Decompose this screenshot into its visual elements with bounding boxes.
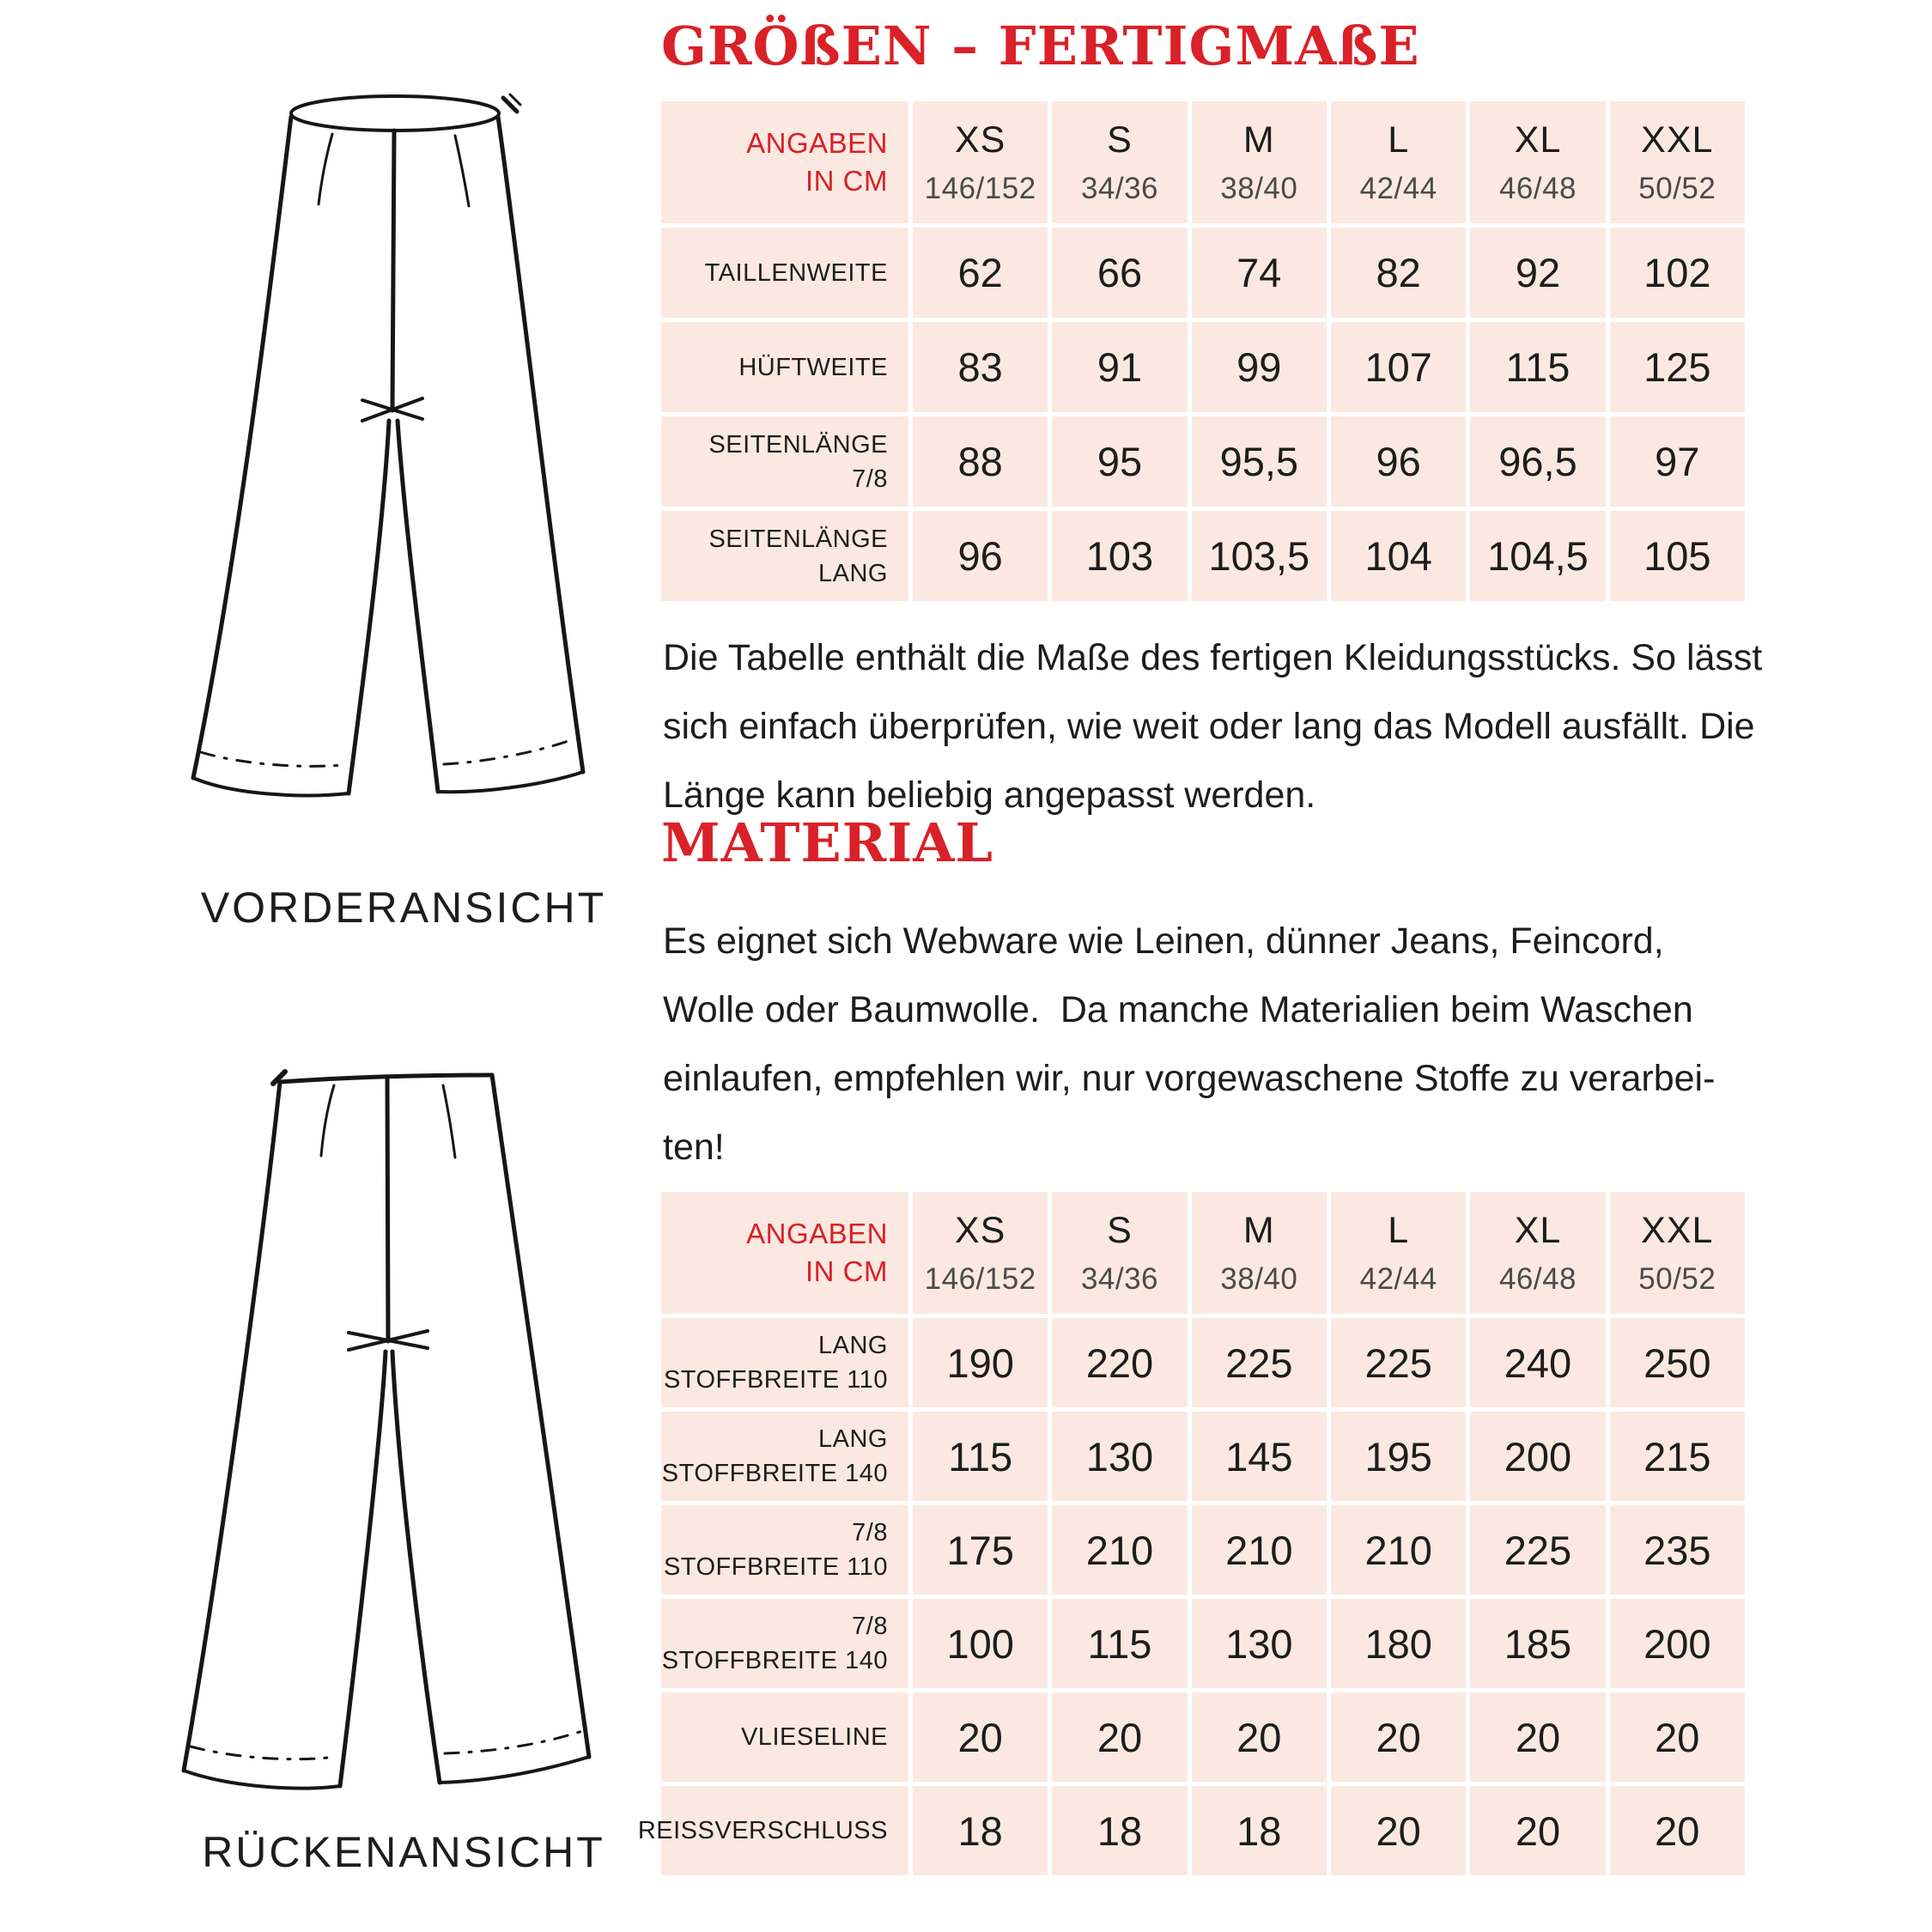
measurement-value: 115: [1052, 1599, 1187, 1688]
row-label-line: LANG: [818, 559, 888, 587]
size-name: XXL: [1641, 118, 1714, 161]
measurement-value: 18: [913, 1786, 1048, 1875]
measurement-value: 215: [1610, 1412, 1745, 1501]
table-units-label: [661, 1192, 908, 1314]
measurement-value: 95: [1052, 416, 1187, 507]
size-column-header: [1610, 1192, 1745, 1314]
size-column-header: [1052, 101, 1187, 223]
row-label-line: STOFFBREITE 140: [661, 1647, 888, 1674]
size-range: 46/48: [1498, 1261, 1577, 1296]
measurement-value: 74: [1192, 228, 1327, 318]
text-line: Es eignet sich Webware wie Leinen, dünner Jeans, Feincord,: [663, 920, 1664, 962]
size-column-header: [1470, 101, 1605, 223]
measurement-value: 20: [1331, 1692, 1466, 1782]
measurement-value: 96: [913, 511, 1048, 601]
size-range: 46/48: [1498, 171, 1577, 205]
text-line: ten!: [663, 1127, 725, 1168]
measurement-value: 20: [1192, 1692, 1327, 1782]
size-name: M: [1242, 1209, 1275, 1251]
measurement-value: 96,5: [1470, 416, 1605, 507]
text-line: Die Tabelle enthält die Maße des fertigen Kleidungsstücks. So lässt: [663, 637, 1763, 678]
measurement-value: 210: [1192, 1505, 1327, 1595]
size-column-header: [1331, 101, 1466, 223]
row-label-line: REISSVERSCHLUSS: [637, 1817, 888, 1844]
measurement-value: 20: [1470, 1692, 1605, 1782]
row-label-line: STOFFBREITE 140: [661, 1460, 888, 1487]
row-label-line: LANG: [818, 1332, 888, 1359]
size-column-header: [1192, 101, 1327, 223]
measurement-value: 200: [1610, 1599, 1745, 1688]
material-description: [663, 907, 1715, 1182]
row-label: [661, 322, 908, 412]
row-label-line: TAILLENWEITE: [704, 258, 888, 287]
measurement-value: 20: [1052, 1692, 1187, 1782]
measurement-value: 200: [1470, 1412, 1605, 1501]
measurement-value: 175: [913, 1505, 1048, 1595]
header-label-line: ANGABEN: [746, 127, 888, 159]
size-range: 50/52: [1638, 171, 1716, 205]
row-label: [637, 1786, 908, 1875]
size-column-header: [1052, 1192, 1187, 1314]
measurement-value: 96: [1331, 416, 1466, 507]
text-line: Wolle oder Baumwolle. Da manche Materialien beim Waschen: [663, 989, 1693, 1030]
row-label: [661, 1412, 908, 1501]
measurement-value: 125: [1610, 322, 1745, 412]
back-view-label: RÜCKENANSICHT: [202, 1828, 605, 1876]
header-label-line: ANGABEN: [746, 1218, 888, 1249]
measurement-value: 190: [913, 1318, 1048, 1407]
size-name: S: [1107, 118, 1133, 161]
row-label-line: STOFFBREITE 110: [663, 1366, 888, 1394]
measurement-value: 130: [1192, 1599, 1327, 1688]
row-label: [661, 1692, 908, 1782]
measurement-value: 20: [1610, 1786, 1745, 1875]
sizes-description: [663, 623, 1762, 829]
measurement-value: 92: [1470, 228, 1605, 318]
sizes-section-title: GRÖßEN – FERTIGMAßE: [661, 15, 1420, 77]
trousers-front-drawing-icon: [146, 86, 627, 824]
size-range: 146/152: [924, 1261, 1036, 1296]
row-label-line: VLIESELINE: [740, 1723, 888, 1751]
size-range: 42/44: [1359, 171, 1437, 205]
trousers-back-drawing-icon: [137, 1065, 618, 1795]
measurement-value: 20: [1331, 1786, 1466, 1875]
measurement-value: 105: [1610, 511, 1745, 601]
row-label-line: 7/8: [852, 1519, 888, 1546]
size-name: XL: [1514, 1209, 1562, 1251]
size-column-header: [913, 101, 1048, 223]
measurement-value: 20: [1470, 1786, 1605, 1875]
measurement-value: 20: [913, 1692, 1048, 1782]
measurement-value: 62: [913, 228, 1048, 318]
measurement-value: 220: [1052, 1318, 1187, 1407]
row-label-line: SEITENLÄNGE: [708, 525, 888, 553]
size-range: 34/36: [1080, 1261, 1159, 1296]
size-name: XL: [1514, 118, 1562, 161]
size-column-header: [1610, 101, 1745, 223]
measurement-value: 91: [1052, 322, 1187, 412]
measurement-value: 225: [1470, 1505, 1605, 1595]
size-name: S: [1107, 1209, 1133, 1251]
measurement-value: 145: [1192, 1412, 1327, 1501]
table-units-label: [661, 101, 908, 223]
row-label-line: STOFFBREITE 110: [663, 1553, 888, 1581]
row-label: [661, 511, 908, 601]
text-line: einlaufen, empfehlen wir, nur vorgewaschene Stoffe zu verarbei-: [663, 1058, 1716, 1099]
measurement-value: 102: [1610, 228, 1745, 318]
measurement-value: 103: [1052, 511, 1187, 601]
row-label: [661, 1505, 908, 1595]
size-name: XS: [954, 118, 1006, 161]
measurement-value: 115: [913, 1412, 1048, 1501]
row-label-line: 7/8: [852, 465, 888, 493]
row-label: [661, 1599, 908, 1688]
measurement-value: 103,5: [1192, 511, 1327, 601]
measurement-value: 104: [1331, 511, 1466, 601]
measurement-value: 250: [1610, 1318, 1745, 1407]
row-label-line: HÜFTWEITE: [738, 353, 888, 381]
measurement-value: 107: [1331, 322, 1466, 412]
size-column-header: [1331, 1192, 1466, 1314]
header-label-line: IN CM: [805, 1255, 888, 1287]
measurement-value: 104,5: [1470, 511, 1605, 601]
fabric-requirements-table: [637, 1192, 1745, 1875]
text-line: Länge kann beliebig angepasst werden.: [663, 775, 1316, 816]
size-column-header: [1192, 1192, 1327, 1314]
size-range: 146/152: [924, 171, 1036, 205]
size-range: 50/52: [1638, 1261, 1716, 1296]
measurement-value: 95,5: [1192, 416, 1327, 507]
size-name: L: [1388, 118, 1410, 161]
size-range: 42/44: [1359, 1261, 1437, 1296]
measurement-value: 97: [1610, 416, 1745, 507]
measurement-value: 18: [1192, 1786, 1327, 1875]
size-range: 38/40: [1220, 1261, 1298, 1296]
measurement-value: 130: [1052, 1412, 1187, 1501]
row-label: [661, 1318, 908, 1407]
header-label-line: IN CM: [805, 165, 888, 197]
measurement-value: 235: [1610, 1505, 1745, 1595]
measurement-value: 225: [1331, 1318, 1466, 1407]
measurement-value: 82: [1331, 228, 1466, 318]
measurement-value: 88: [913, 416, 1048, 507]
row-label-line: 7/8: [852, 1613, 888, 1640]
row-label-line: LANG: [818, 1425, 888, 1453]
size-name: XS: [954, 1209, 1006, 1251]
size-name: L: [1388, 1209, 1410, 1251]
text-line: sich einfach überprüfen, wie weit oder lang das Modell ausfällt. Die: [663, 706, 1755, 747]
measurement-value: 180: [1331, 1599, 1466, 1688]
measurement-value: 99: [1192, 322, 1327, 412]
measurement-value: 115: [1470, 322, 1605, 412]
measurement-value: 18: [1052, 1786, 1187, 1875]
measurement-value: 20: [1610, 1692, 1745, 1782]
size-column-header: [1470, 1192, 1605, 1314]
size-name: M: [1242, 118, 1275, 161]
measurement-value: 210: [1052, 1505, 1187, 1595]
row-label: [661, 228, 908, 318]
measurement-value: 185: [1470, 1599, 1605, 1688]
measurement-value: 225: [1192, 1318, 1327, 1407]
measurement-value: 83: [913, 322, 1048, 412]
size-column-header: [913, 1192, 1048, 1314]
size-range: 38/40: [1220, 171, 1298, 205]
measurement-value: 210: [1331, 1505, 1466, 1595]
measurement-value: 100: [913, 1599, 1048, 1688]
row-label-line: SEITENLÄNGE: [708, 430, 888, 459]
material-section-title: MATERIAL: [661, 811, 993, 874]
finished-measurements-table: [661, 101, 1745, 601]
measurement-value: 240: [1470, 1318, 1605, 1407]
measurement-value: 195: [1331, 1412, 1466, 1501]
measurement-value: 66: [1052, 228, 1187, 318]
row-label: [661, 416, 908, 507]
size-range: 34/36: [1080, 171, 1159, 205]
front-view-label: VORDERANSICHT: [200, 884, 607, 932]
size-name: XXL: [1641, 1209, 1714, 1251]
